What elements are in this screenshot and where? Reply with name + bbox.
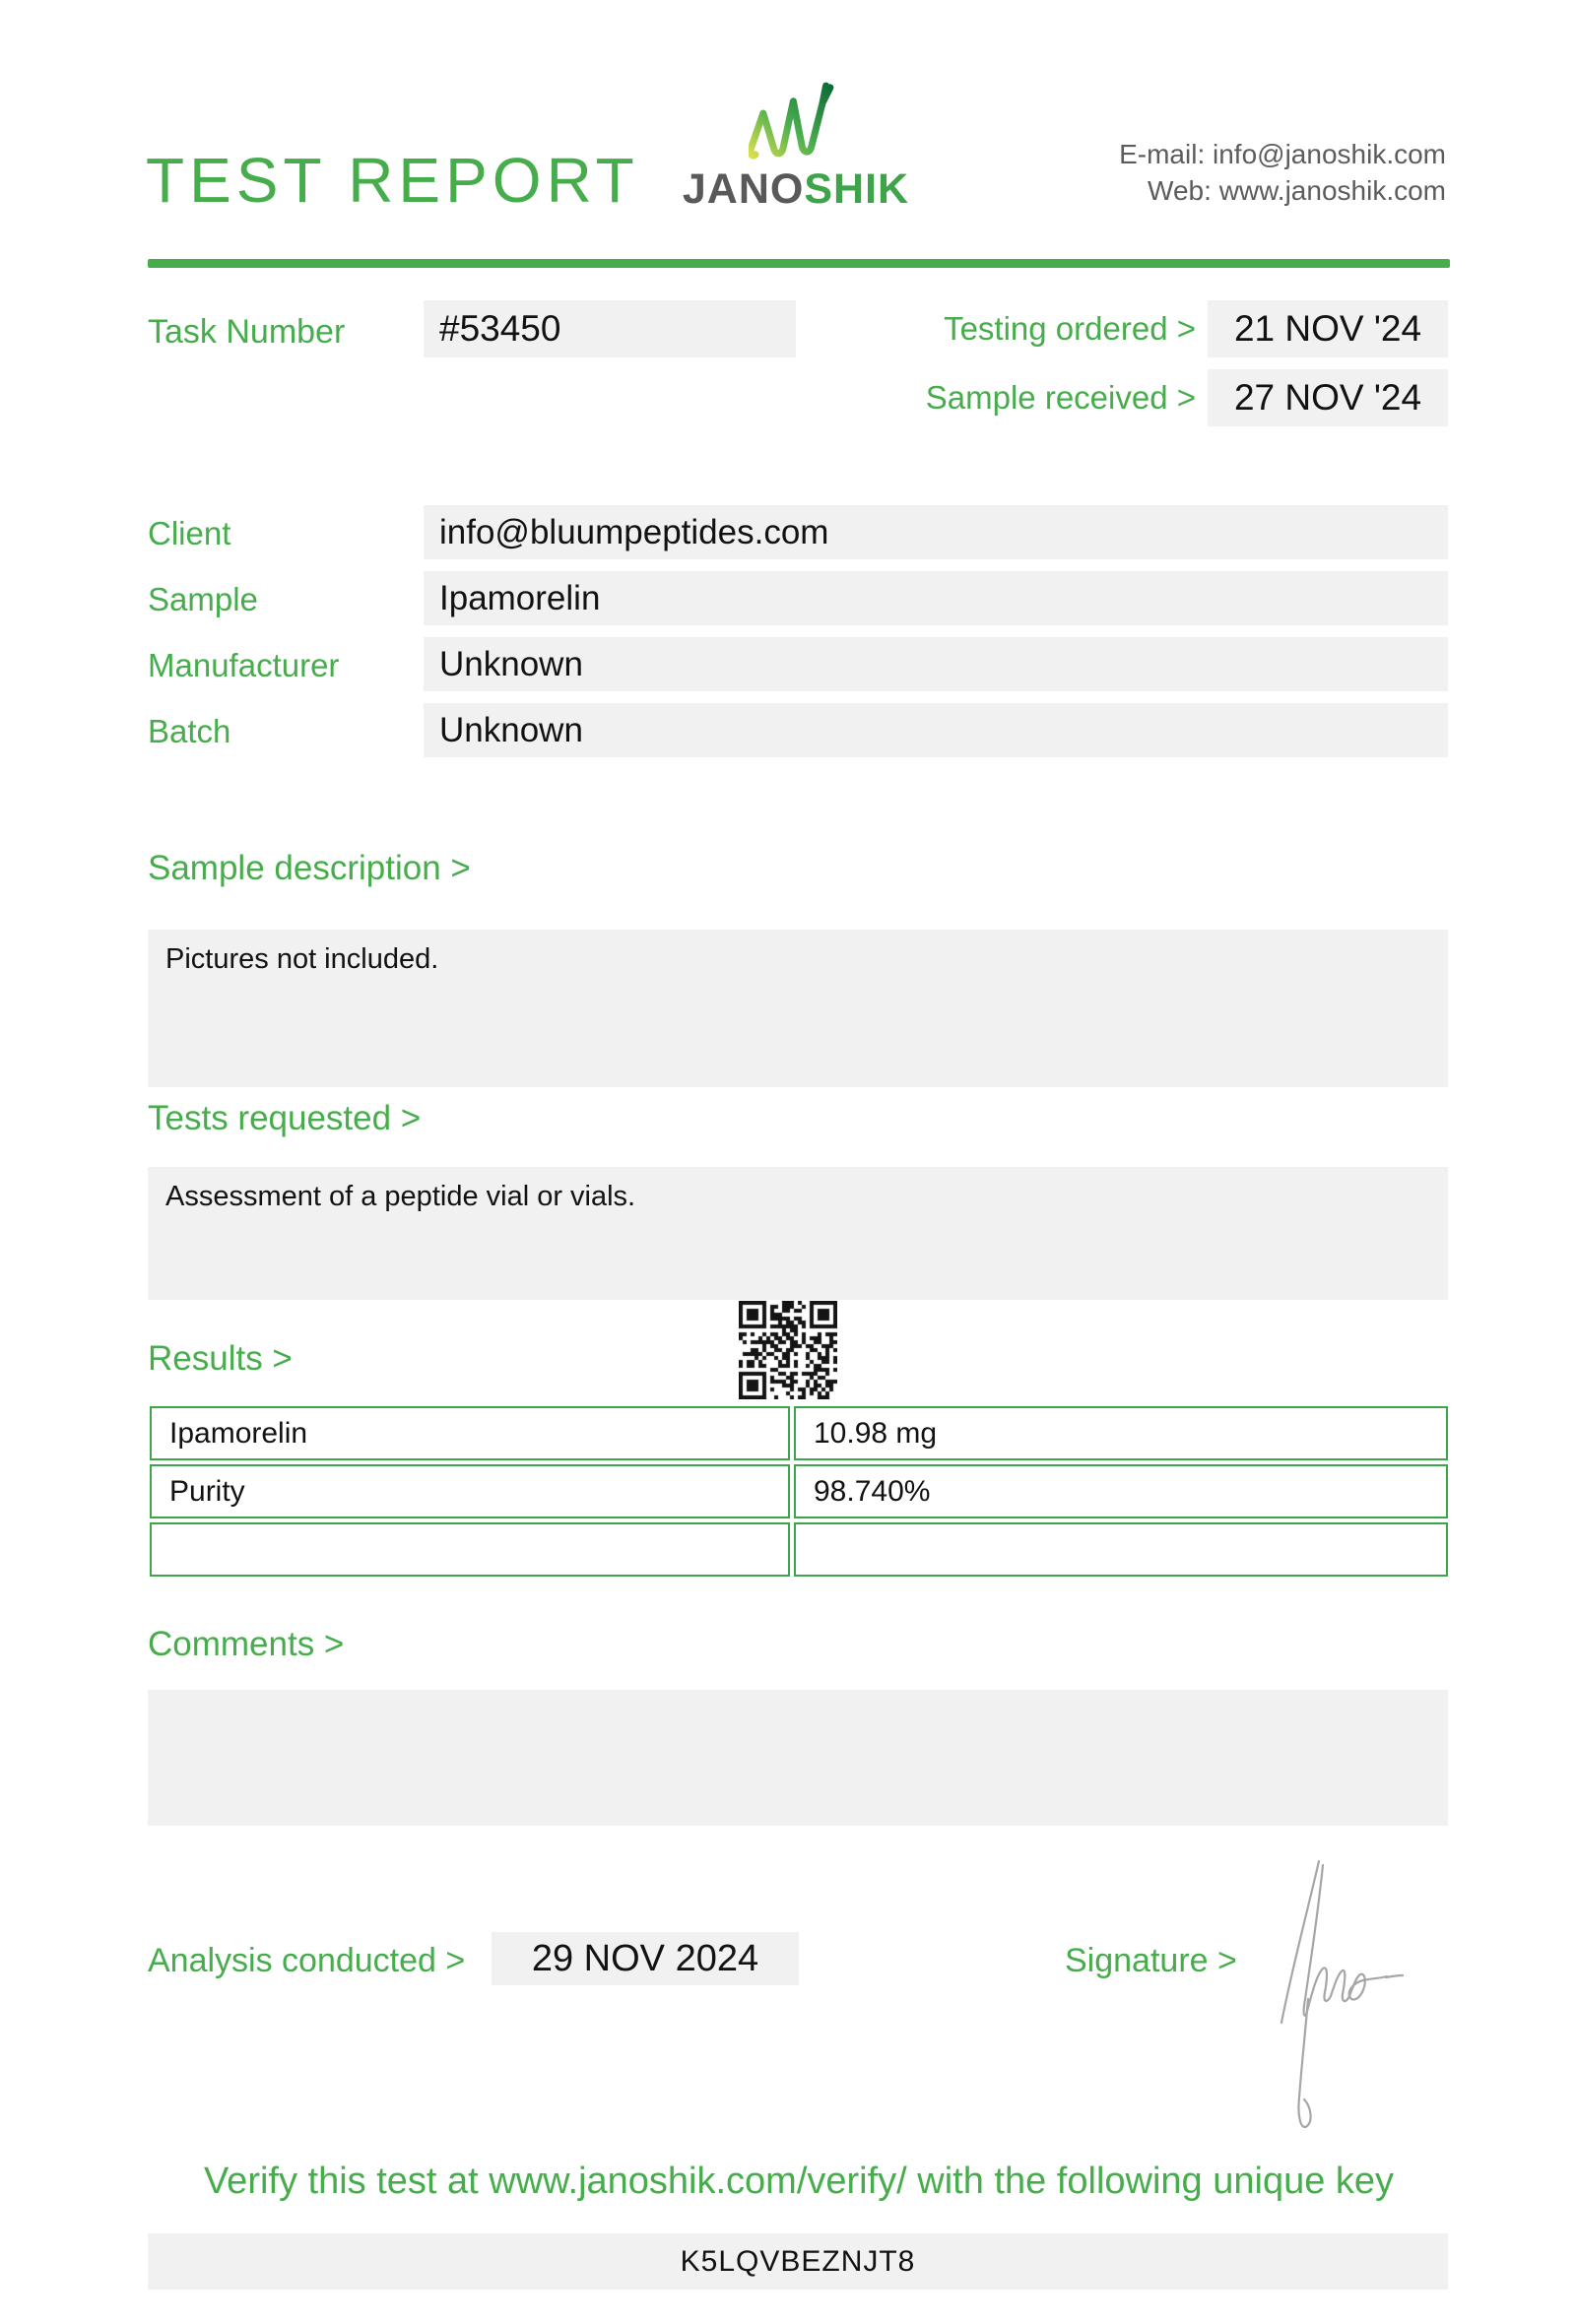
- qr-code: [739, 1301, 837, 1399]
- field-row-client: [148, 505, 1448, 559]
- field-label: Client: [148, 515, 231, 551]
- analysis-conducted-label: Analysis conducted >: [148, 1942, 466, 1979]
- field-value-box: [424, 571, 1448, 625]
- field-row-sample: [148, 571, 1448, 625]
- tests-requested-box: [148, 1167, 1448, 1300]
- field-value-box: [424, 703, 1448, 757]
- result-name-cell: Purity: [150, 1464, 790, 1518]
- header-divider: [148, 259, 1450, 268]
- analysis-date: 29 NOV 2024: [531, 1937, 759, 1979]
- brand-text: [678, 165, 914, 214]
- task-number-value: #53450: [439, 308, 561, 349]
- testing-ordered-date-box: [1208, 300, 1448, 357]
- results-table: [150, 1406, 1448, 1577]
- task-number-box: [424, 300, 796, 357]
- web-value: www.janoshik.com: [1218, 175, 1446, 206]
- result-name-cell: [150, 1522, 790, 1577]
- sample-received-date-box: [1208, 369, 1448, 426]
- email-value: info@janoshik.com: [1213, 139, 1446, 169]
- tests-requested-text: Assessment of a peptide vial or vials.: [165, 1181, 636, 1212]
- result-value-cell: 98.740%: [794, 1464, 1448, 1518]
- field-value: Unknown: [439, 711, 583, 749]
- field-row-manufacturer: [148, 637, 1448, 691]
- sample-received-label: Sample received >: [925, 379, 1196, 416]
- sample-description-heading: Sample description >: [148, 849, 471, 887]
- field-value-box: [424, 505, 1448, 559]
- comments-box: [148, 1690, 1448, 1826]
- result-name-cell: Ipamorelin: [150, 1406, 790, 1460]
- fields-section: [148, 505, 1448, 769]
- field-label: Manufacturer: [148, 647, 340, 683]
- verify-text: Verify this test at www.janoshik.com/verify/ with the following unique key: [203, 2161, 1395, 2202]
- testing-ordered-row: [944, 300, 1448, 357]
- contact-info: [1119, 136, 1446, 209]
- result-value-cell: 10.98 mg: [794, 1406, 1448, 1460]
- testing-ordered-label: Testing ordered >: [944, 310, 1196, 347]
- signature-image: [1276, 1851, 1413, 2142]
- results-heading: Results >: [148, 1339, 293, 1378]
- email-label: E-mail:: [1119, 139, 1206, 169]
- signature-label: Signature >: [1065, 1942, 1237, 1979]
- field-value: Ipamorelin: [439, 579, 601, 617]
- brand-shik: SHIK: [804, 165, 910, 213]
- comments-heading: Comments >: [148, 1625, 345, 1663]
- testing-ordered-date: 21 NOV '24: [1233, 308, 1422, 349]
- sample-description-text: Pictures not included.: [165, 943, 439, 975]
- janoshik-logo: [678, 77, 914, 214]
- field-label: Batch: [148, 713, 231, 749]
- field-value: Unknown: [439, 645, 583, 683]
- web-line: [1119, 172, 1446, 209]
- sample-received-row: [926, 369, 1448, 426]
- sample-description-box: [148, 930, 1448, 1087]
- analysis-date-box: [492, 1932, 799, 1985]
- task-number-label: Task Number: [148, 313, 346, 351]
- verify-key-box: [148, 2233, 1448, 2290]
- field-row-batch: [148, 703, 1448, 757]
- result-value-cell: [794, 1522, 1448, 1577]
- email-line: [1119, 136, 1446, 172]
- field-value: info@bluumpeptides.com: [439, 513, 829, 551]
- verify-key: K5LQVBEZNJT8: [680, 2244, 916, 2278]
- web-label: Web:: [1148, 175, 1212, 206]
- page-title: TEST REPORT: [146, 145, 639, 216]
- brand-jano: JANO: [682, 165, 805, 213]
- field-value-box: [424, 637, 1448, 691]
- tests-requested-heading: Tests requested >: [148, 1099, 422, 1137]
- sample-received-date: 27 NOV '24: [1233, 377, 1422, 418]
- field-label: Sample: [148, 581, 258, 617]
- growth-chart-icon: [749, 77, 843, 163]
